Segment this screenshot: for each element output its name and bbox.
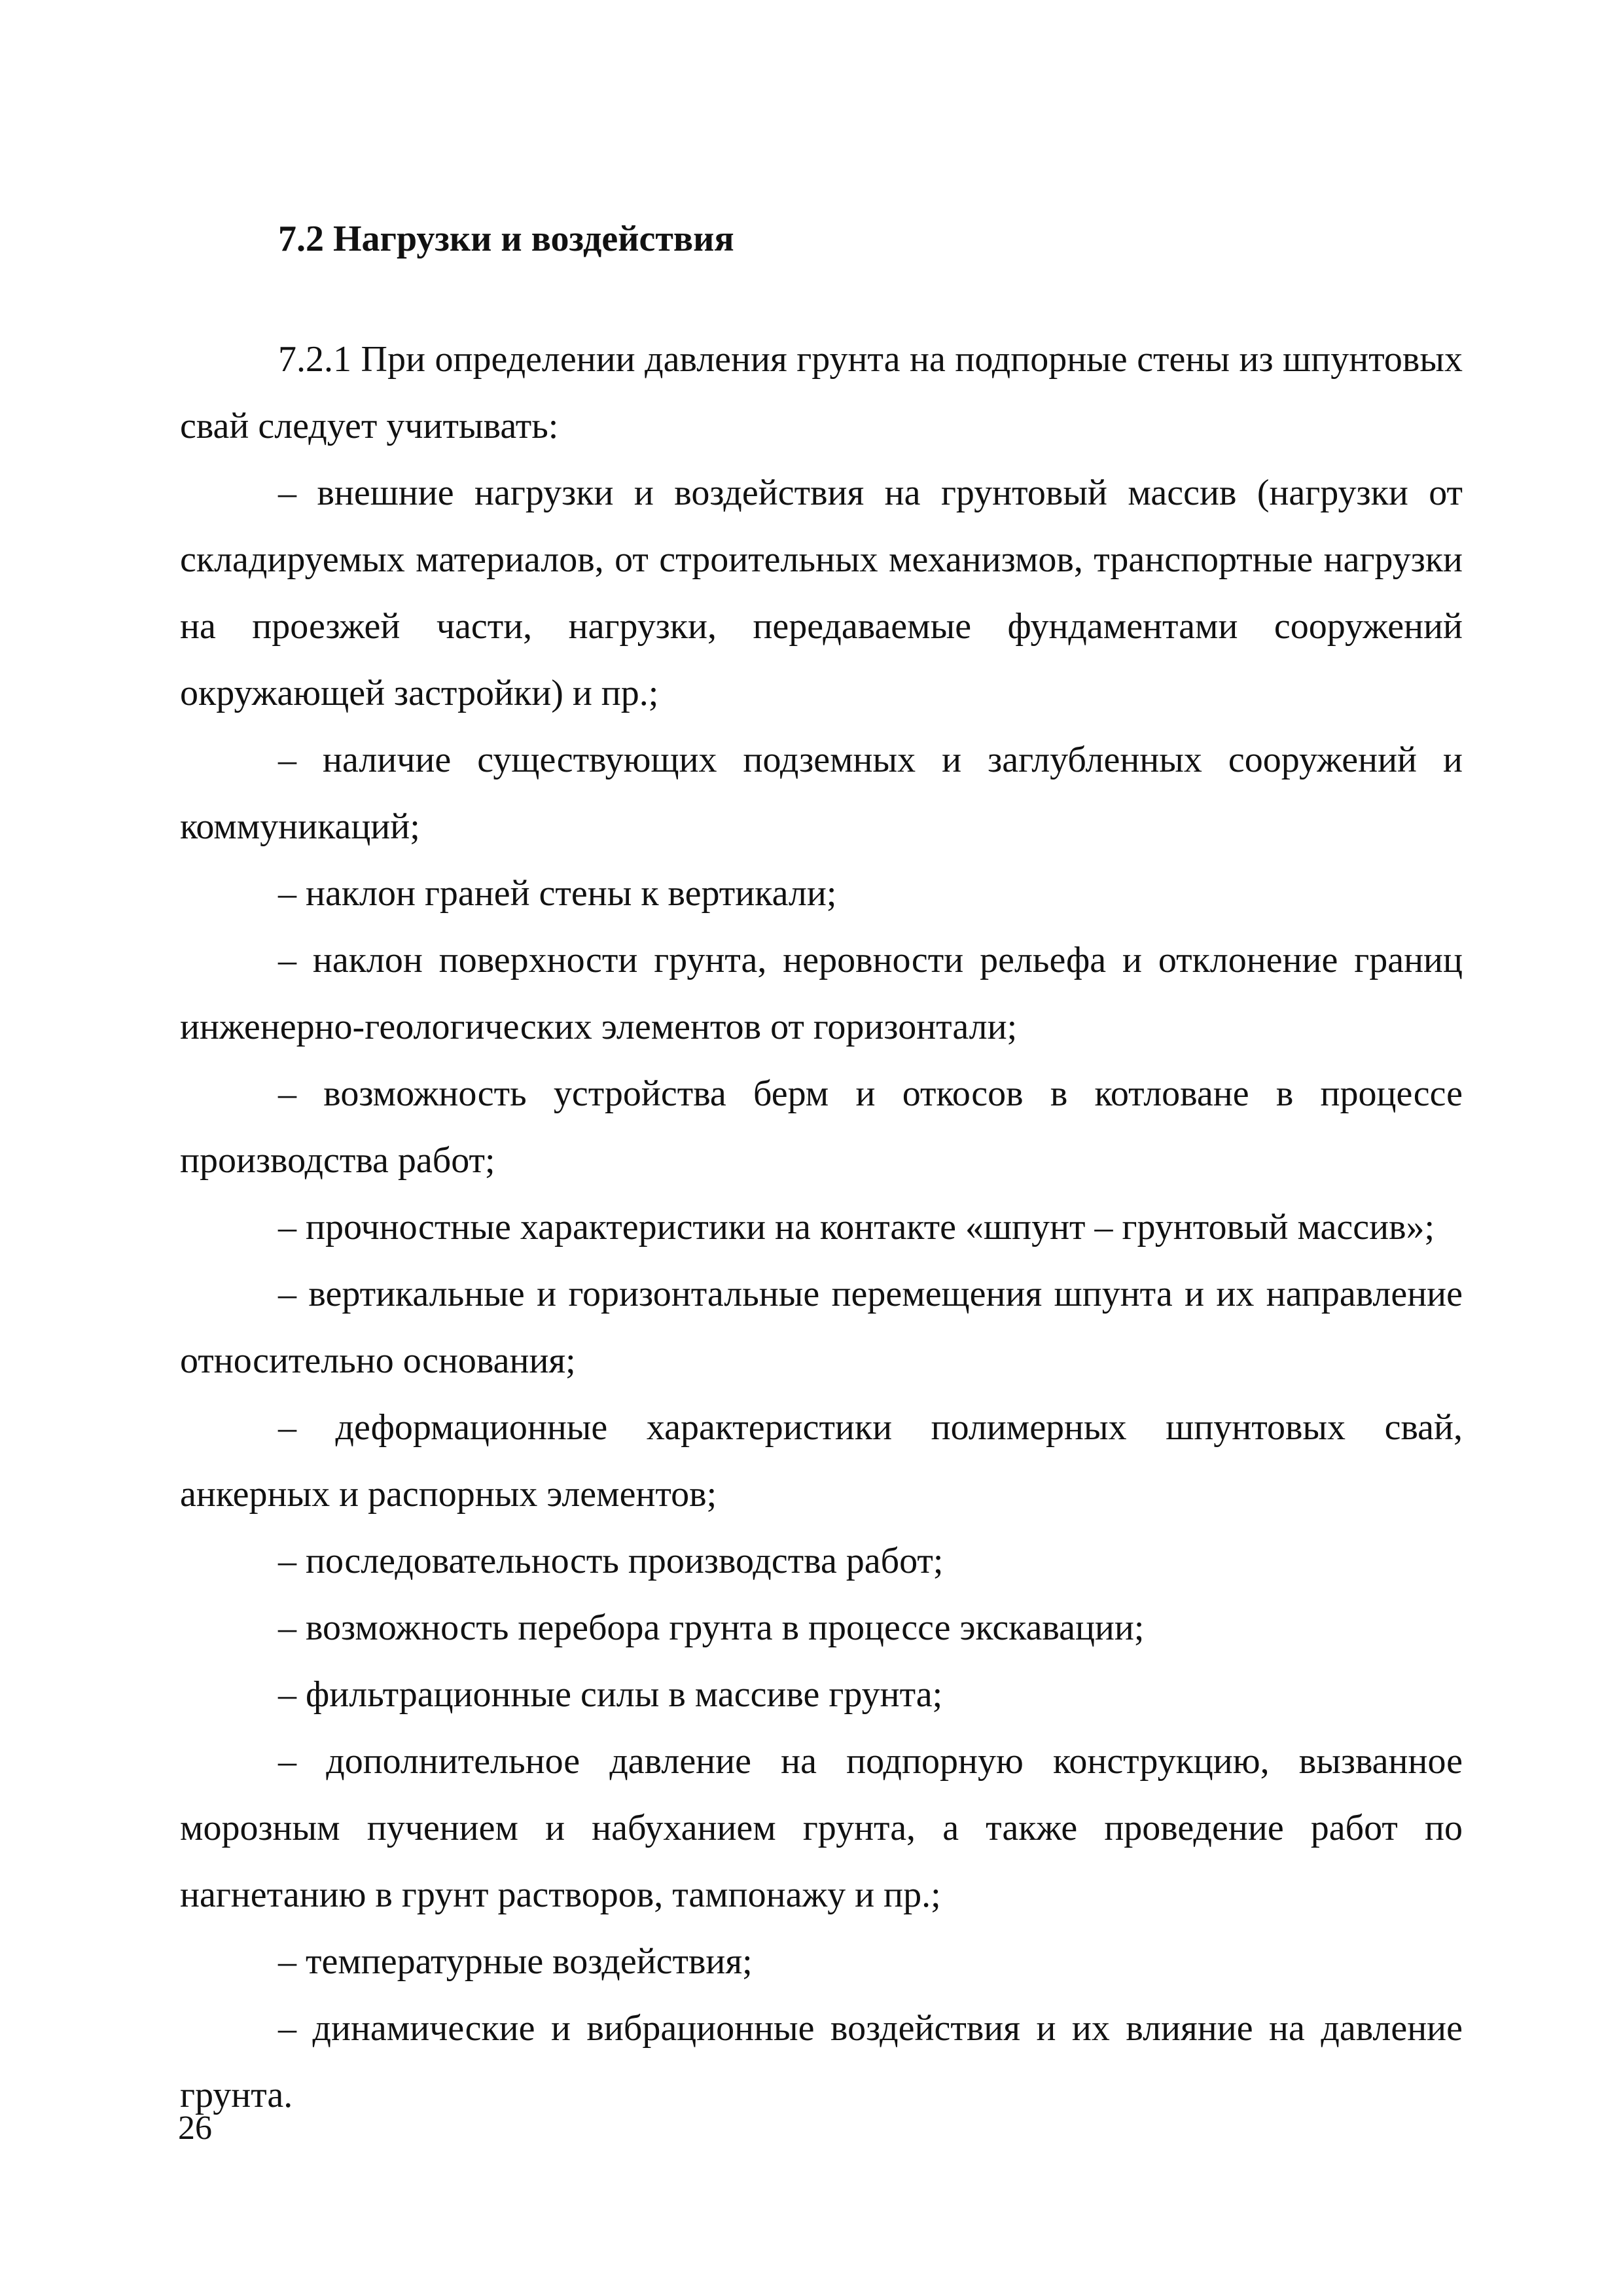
section-heading: 7.2 Нагрузки и воздействия (278, 219, 734, 259)
page-number: 26 (178, 2109, 212, 2147)
list-item-underground-structures: – наличие существующих подземных и заглубленных сооружений и коммуникаций; (180, 740, 1463, 847)
list-item-temperature-effects: – температурные воздействия; (278, 1941, 753, 1982)
list-item-deformation-characteristics: – деформационные характеристики полимерных шпунтовых свай, анкерных и распорных элементов; (180, 1407, 1463, 1515)
list-item-overexcavation: – возможность перебора грунта в процессе экскавации; (278, 1607, 1145, 1648)
list-item-additional-pressure: – дополнительное давление на подпорную конструкцию, вызванное морозным пучением и набуханием грунта, а также проведение работ по нагнетанию в грунт растворов, тампонажу и пр.; (180, 1741, 1463, 1915)
list-item-seepage-forces: – фильтрационные силы в массиве грунта; (278, 1674, 943, 1715)
list-item-berms-slopes: – возможность устройства берм и откосов в котловане в процессе производства работ; (180, 1073, 1463, 1181)
list-item-sheet-pile-displacements: – вертикальные и горизонтальные перемещения шпунта и их направление относительно основания; (180, 1274, 1463, 1381)
paragraph-intro: 7.2.1 При определении давления грунта на подпорные стены из шпунтовых свай следует учитывать: (180, 339, 1463, 446)
list-item-contact-strength: – прочностные характеристики на контакте «шпунт – грунтовый массив»; (278, 1207, 1435, 1247)
page-content (180, 216, 1463, 2128)
list-item-wall-inclination: – наклон граней стены к вертикали; (278, 873, 837, 914)
list-item-work-sequence: – последовательность производства работ; (278, 1541, 944, 1581)
list-item-dynamic-effects: – динамические и вибрационные воздействия и их влияние на давление грунта. (180, 2008, 1463, 2115)
list-item-ground-surface-slope: – наклон поверхности грунта, неровности рельефа и отклонение границ инженерно-геологических элементов от горизонтали; (180, 940, 1463, 1047)
list-item-external-loads: – внешние нагрузки и воздействия на грунтовый массив (нагрузки от складируемых материалов, от строительных механизмов, транспортные нагрузки на проезжей части, нагрузки, передаваемые фундаментами сооружений окружающей застройки) и пр.; (180, 473, 1463, 713)
